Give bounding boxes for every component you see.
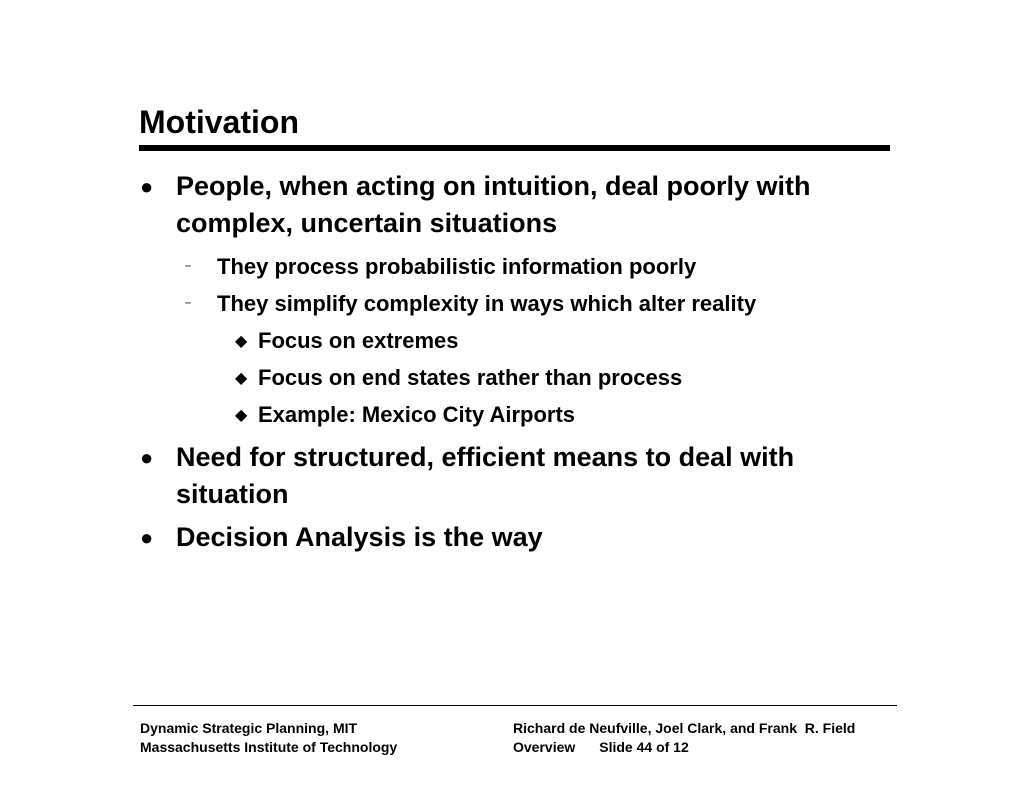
footer-right	[513, 719, 855, 757]
footer-authors: Richard de Neufville, Joel Clark, and Frank R. Field	[513, 720, 856, 736]
dash-bullet-icon: –	[185, 297, 192, 309]
sub-bullet-text: They simplify complexity in ways which alter reality	[217, 291, 757, 316]
dash-bullet-icon: –	[185, 260, 192, 272]
footer-section: Overview	[513, 739, 576, 755]
title-underline	[139, 145, 890, 151]
bullet-text: Need for structured, efficient means to deal with situation	[176, 442, 795, 509]
footer-left	[140, 719, 397, 757]
diamond-bullet-icon: ◆	[235, 333, 248, 350]
bullet-item	[140, 519, 900, 556]
sub-bullet-text: They process probabilistic information poorly	[217, 254, 697, 279]
sub-sub-bullet-text: Focus on extremes	[258, 328, 459, 353]
slide-title: Motivation	[139, 104, 299, 140]
round-bullet-icon: ●	[140, 174, 154, 199]
sub-bullet-group	[140, 248, 900, 433]
bullet-text: People, when acting on intuition, deal poorly with complex, uncertain situations	[176, 171, 811, 238]
bullet-item	[140, 439, 900, 513]
slide-number: Slide 44 of 12	[599, 739, 689, 755]
footer-slide-info	[513, 738, 855, 757]
footer-institution: Massachusetts Institute of Technology	[140, 739, 398, 755]
bullet-item	[140, 168, 900, 242]
round-bullet-icon: ●	[140, 525, 154, 550]
round-bullet-icon: ●	[140, 445, 154, 470]
sub-sub-bullet-text: Focus on end states rather than process	[258, 365, 683, 390]
sub-bullet-item	[140, 248, 900, 285]
slide-content	[140, 168, 900, 562]
diamond-bullet-icon: ◆	[235, 370, 248, 387]
sub-sub-bullet-item	[140, 359, 900, 396]
diamond-bullet-icon: ◆	[235, 407, 248, 424]
sub-bullet-item	[140, 285, 900, 322]
footer-rule	[133, 705, 897, 706]
sub-sub-bullet-text: Example: Mexico City Airports	[258, 402, 576, 427]
footer-course: Dynamic Strategic Planning, MIT	[140, 720, 358, 736]
sub-sub-bullet-item	[140, 322, 900, 359]
sub-sub-bullet-item	[140, 396, 900, 433]
bullet-text: Decision Analysis is the way	[176, 522, 543, 552]
